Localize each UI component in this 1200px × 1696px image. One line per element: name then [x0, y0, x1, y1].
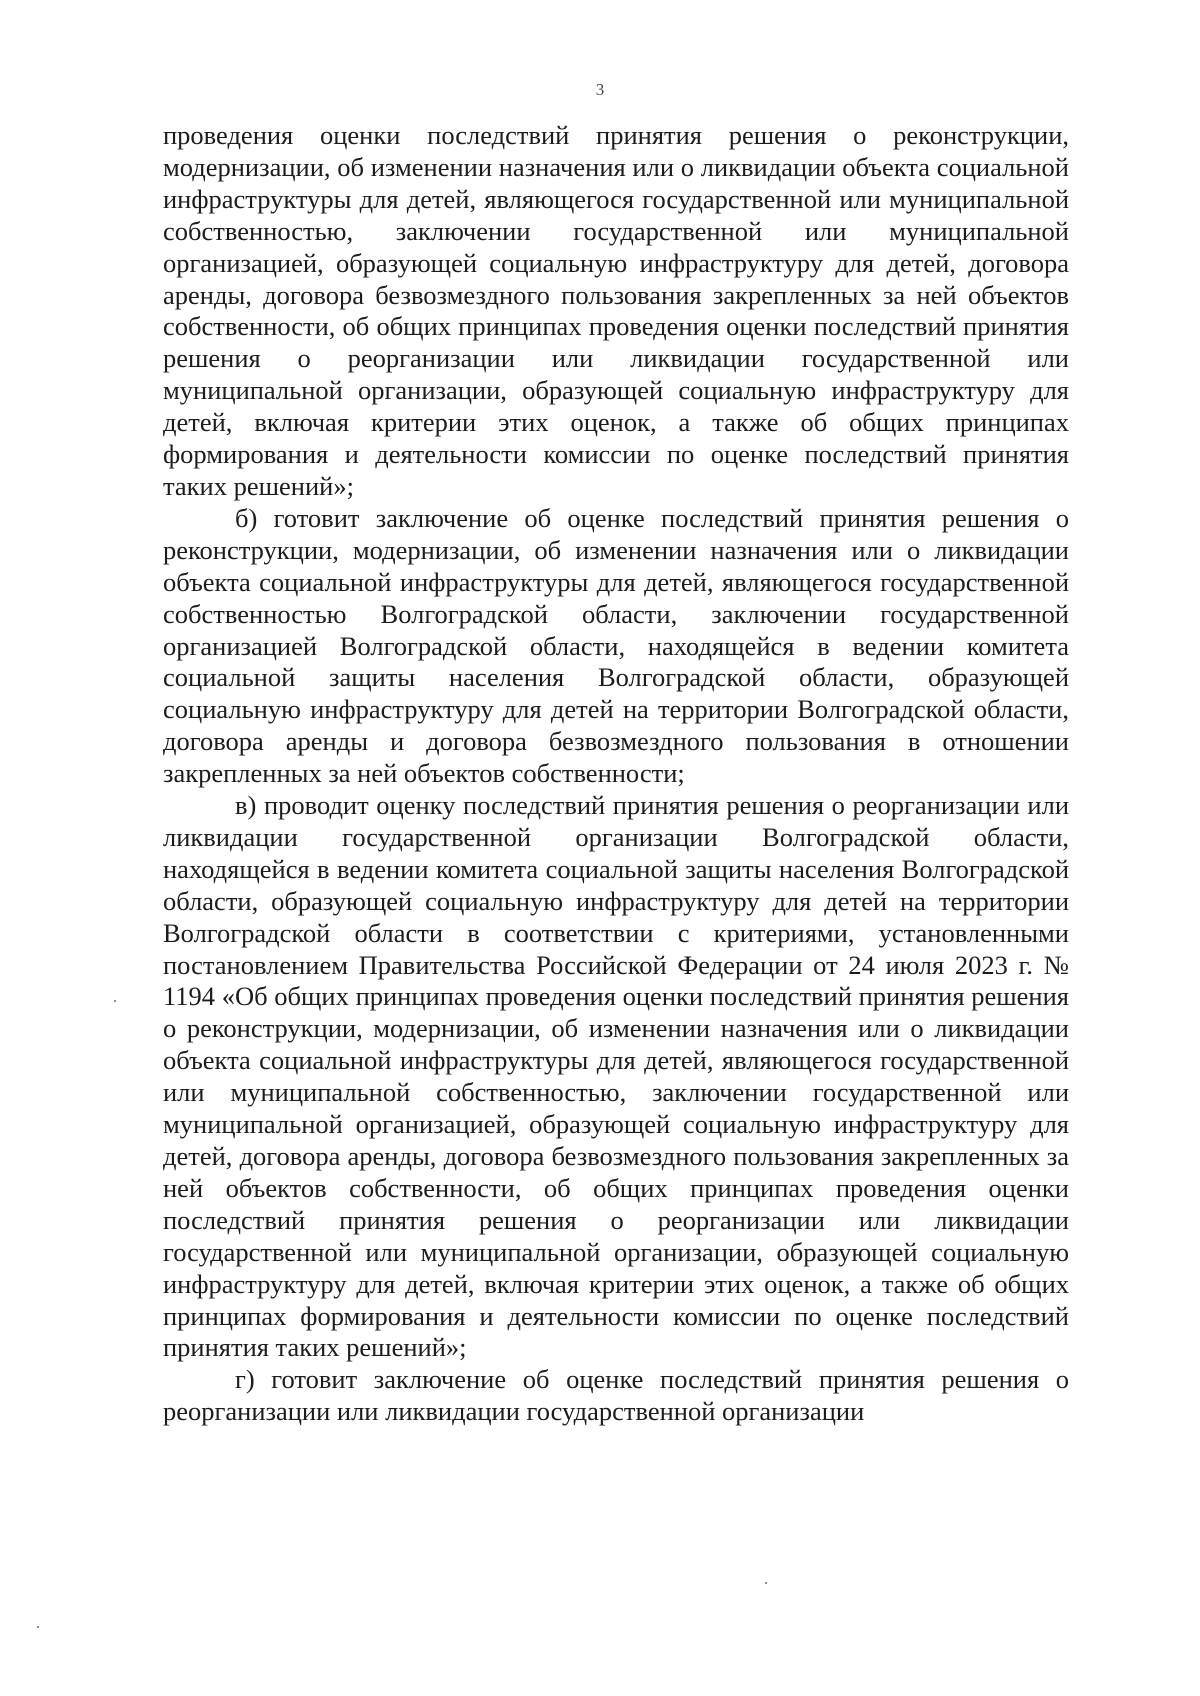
paragraph-continuation: проведения оценки последствий принятия решения о реконструкции, модернизации, об изменении назначения или о ликвидации объекта социальной инфраструктуры для детей, являющегося государственной или муниципальной собственностью, заключении государственной или муниципальной организацией, образующей социальную инфраструктуру для детей, договора аренды, договора безвозмездного пользования закрепленных за ней объектов собственности, об общих принципах проведения оценки последствий принятия решения о реорганизации или ликвидации государственной или муниципальной организации, образующей социальную инфраструктуру для детей, включая критерии этих оценок, а также об общих принципах формирования и деятельности комиссии по оценке последствий принятия таких решений»;: [163, 120, 1069, 501]
paragraph-item-v: в) проводит оценку последствий принятия решения о реорганизации или ликвидации государственной организации Волгоградской области, находящейся в ведении комитета социальной защиты населения Волгоградской области, образующей социальную инфраструктуру для детей на территории Волгоградской области в соответствии с критериями, установленными постановлением Правительства Российской Федерации от 24 июля 2023 г. № 1194 «Об общих принципах проведения оценки последствий принятия решения о реконструкции, модернизации, об изменении назначения или о ликвидации объекта социальной инфраструктуры для детей, являющегося государственной или муниципальной собственностью, заключении государственной или муниципальной организацией, образующей социальную инфраструктуру для детей, договора аренды, договора безвозмездного пользования закрепленных за ней объектов собственности, об общих принципах проведения оценки последствий принятия решения о реорганизации или ликвидации государственной или муниципальной организации, образующей социальную инфраструктуру для детей, включая критерии этих оценок, а также об общих принципах формирования и деятельности комиссии по оценке последствий принятия таких решений»;: [163, 790, 1069, 1363]
page-number: 3: [595, 80, 605, 99]
paragraph-item-g: г) готовит заключение об оценке последствий принятия решения о реорганизации или ликвидации государственной организации: [163, 1364, 1069, 1427]
document-body: [163, 120, 1069, 1428]
paragraph-item-b: б) готовит заключение об оценке последствий принятия решения о реконструкции, модернизации, об изменении назначения или о ликвидации объекта социальной инфраструктуры для детей, являющегося государственной собственностью Волгоградской области, заключении государственной организацией Волгоградской области, находящейся в ведении комитета социальной защиты населения Волгоградской области, образующей социальную инфраструктуру для детей на территории Волгоградской области, договора аренды и договора безвозмездного пользования в отношении закрепленных за ней объектов собственности;: [163, 502, 1069, 789]
scan-speck: [37, 1626, 39, 1628]
scan-speck: [114, 1000, 116, 1002]
scan-speck: [765, 1582, 767, 1584]
